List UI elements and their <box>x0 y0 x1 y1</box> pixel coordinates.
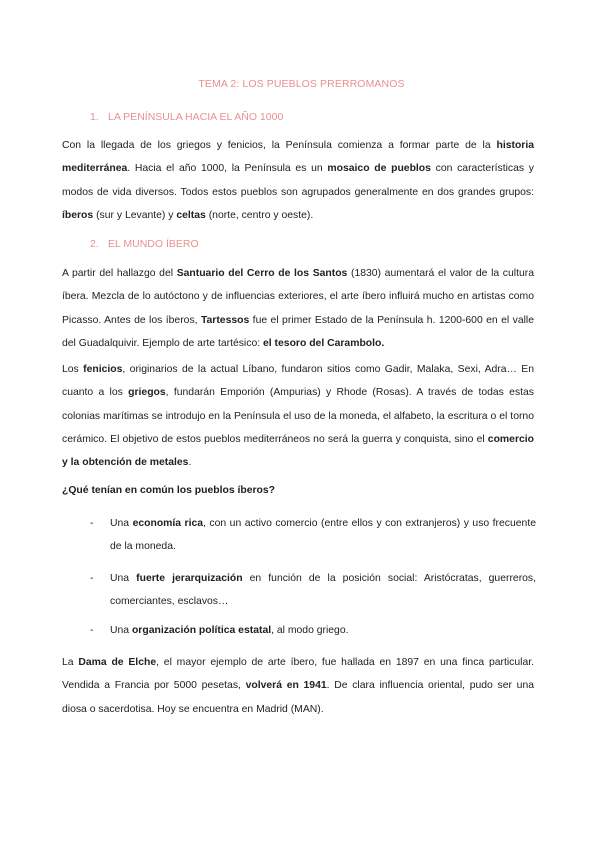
text-run: fue el primer Estado de la Península h. 1200-600 en el valle del Guadalquivir. Ejemplo de arte tartésico: <box>62 314 534 349</box>
text-run: , el mayor ejemplo de arte íbero, fue hallada en 1897 en una finca particular. Vendida a Francia por 5000 pesetas, <box>62 657 535 692</box>
bold-run: el tesoro del Carambolo. <box>263 337 385 349</box>
text-run: Una <box>110 573 137 584</box>
text-run: , originarios de la actual Líbano, fundaron sitios como Gadir, Malaka, Sexi, Adra… En cuanto a los <box>62 364 535 399</box>
text-run: (norte, centro y oeste). <box>205 209 314 221</box>
section-heading-1 <box>90 111 283 123</box>
text-run: , al modo griego. <box>271 625 349 636</box>
list-item <box>90 619 536 642</box>
section-number: 1. <box>90 111 99 123</box>
text-run: Los <box>62 364 84 375</box>
text-run: en función de la posición social: Aristócratas, guerreros, comerciantes, esclavos… <box>110 573 537 608</box>
text-run: La <box>62 657 79 668</box>
list-item-text <box>110 512 536 559</box>
bullet-dash: - <box>90 573 94 584</box>
bold-run: griegos <box>128 387 166 399</box>
list-item <box>90 567 536 614</box>
bold-run: volverá en 1941 <box>245 680 327 692</box>
text-run: . <box>188 457 192 469</box>
text-run: , con un activo comercio (entre ellos y con extranjeros) y uso frecuente de la moneda. <box>110 518 536 553</box>
bold-run: historia mediterránea <box>62 140 534 175</box>
text-run: (1830) aumentará el valor de la cultura íbera. Mezcla de lo autóctono y de influencias exteriores, el arte íbero influirá mucho en artistas como Picasso. Antes de los íberos, <box>62 268 534 326</box>
bold-run: mosaico de pueblos <box>327 163 431 175</box>
bold-run: Tartessos <box>200 314 250 326</box>
text-run: Una <box>110 518 133 529</box>
section-number: 2. <box>90 238 99 250</box>
text-run: Con la llegada de los griegos y fenicios, la Península comienza a formar parte de la <box>62 140 497 151</box>
bold-run: fuerte jerarquización <box>136 573 243 584</box>
paragraph-dama-de-elche <box>62 651 534 721</box>
paragraph-peninsula <box>62 134 534 227</box>
text-run: . De clara influencia oriental, pudo ser una diosa o sacerdotisa. Hoy se encuentra en Madrid (MAN). <box>62 680 535 715</box>
bold-run: Dama de Elche <box>78 657 157 668</box>
document-title: TEMA 2: LOS PUEBLOS PRERROMANOS <box>198 78 405 90</box>
bold-run: íberos <box>62 209 94 221</box>
bold-run: comercio y la obtención de metales <box>62 433 534 469</box>
list-item <box>90 512 536 559</box>
paragraph-fenicios-griegos <box>62 358 534 474</box>
question-heading: ¿Qué tenían en común los pueblos íberos? <box>62 485 276 496</box>
text-run: . Hacia el año 1000, la Península es un <box>127 163 328 175</box>
bold-run: celtas <box>176 209 206 221</box>
bold-run: economía rica <box>132 518 204 529</box>
list-item-text <box>110 567 536 614</box>
text-run: , fundarán Emporión (Ampurias) y Rhode (Rosas). A través de todas estas colonias marítimas se introdujo en la Península el uso de la moneda, el alfabeto, la escritura o el torno cerámico. El objetivo de estos pueblos mediterráneos no será la guerra y conquista, sino el <box>62 387 535 445</box>
section-heading-2 <box>90 238 199 250</box>
text-run: con características y modos de vida diversos. Todos estos pueblos son agrupados generalmente en dos grandes grupos: <box>62 163 535 198</box>
bold-run: fenicios <box>83 364 123 375</box>
section-title: LA PENÍNSULA HACIA EL AÑO 1000 <box>108 111 284 123</box>
bold-run: organización política estatal <box>131 625 272 636</box>
text-run: A partir del hallazgo del <box>62 268 177 279</box>
text-run: Una <box>110 625 132 636</box>
text-run: (sur y Levante) y <box>93 209 177 221</box>
list-item-text <box>110 619 536 642</box>
paragraph-mundo-ibero <box>62 262 534 355</box>
bold-run: Santuario del Cerro de los Santos <box>176 268 348 279</box>
bullet-dash: - <box>90 625 94 636</box>
bullet-dash: - <box>90 518 94 529</box>
section-title: EL MUNDO ÍBERO <box>108 238 199 250</box>
